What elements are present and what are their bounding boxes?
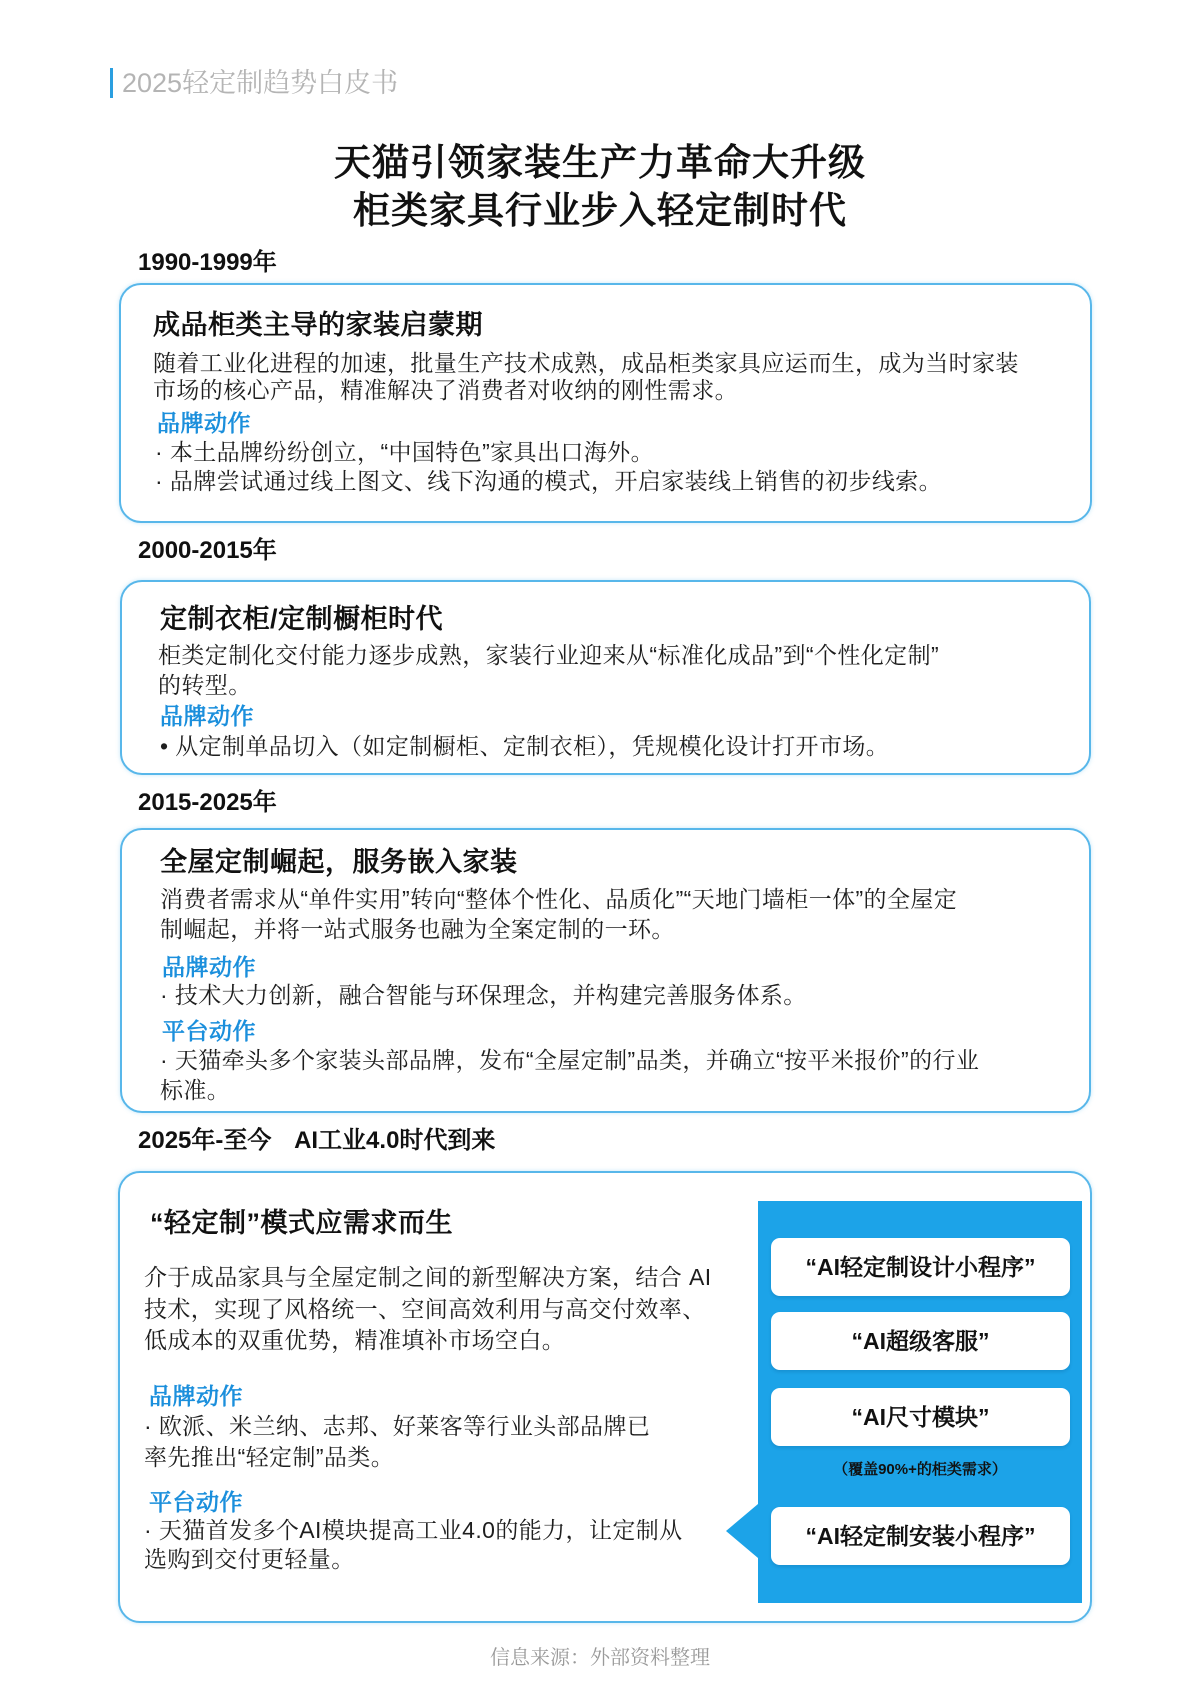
ai-module-card-design: “AI轻定制设计小程序” bbox=[771, 1238, 1070, 1296]
platform-action-line: · 天猫牵头多个家装头部品牌，发布“全屋定制”品类，并确立“按平米报价”的行业 bbox=[160, 1047, 980, 1073]
era-card-2025 bbox=[118, 1171, 1092, 1623]
era-card-1990 bbox=[119, 283, 1092, 523]
era-heading: 成品柜类主导的家装启蒙期 bbox=[153, 310, 483, 340]
platform-action-line: 选购到交付更轻量。 bbox=[144, 1546, 355, 1572]
description-line: 消费者需求从“单件实用”转向“整体个性化、品质化”“天地门墙柜一体”的全屋定 bbox=[160, 886, 958, 912]
period-label-2025 bbox=[138, 1126, 495, 1156]
source-footnote: 信息来源：外部资料整理 bbox=[490, 1647, 710, 1669]
era-description bbox=[144, 1262, 712, 1357]
description-line: 市场的核心产品，精准解决了消费者对收纳的刚性需求。 bbox=[153, 377, 738, 403]
platform-actions-label: 平台动作 bbox=[149, 1489, 243, 1515]
period-theme: AI工业4.0时代到来 bbox=[294, 1127, 496, 1154]
page-title bbox=[0, 139, 1200, 235]
platform-actions-list bbox=[144, 1516, 683, 1574]
ai-module-size-note: （覆盖90%+的柜类需求） bbox=[833, 1461, 1007, 1478]
era-heading: 定制衣柜/定制橱柜时代 bbox=[160, 604, 444, 634]
era-description bbox=[158, 640, 939, 700]
brand-action-line: · 欧派、米兰纳、志邦、好莱客等行业头部品牌已 bbox=[144, 1413, 651, 1439]
ai-module-card-install: “AI轻定制安装小程序” bbox=[771, 1507, 1070, 1565]
brand-action-item: • 从定制单品切入（如定制橱柜、定制衣柜），凭规模化设计打开市场。 bbox=[160, 733, 890, 759]
brand-actions-list bbox=[155, 438, 942, 496]
platform-action-line: · 天猫首发多个AI模块提高工业4.0的能力，让定制从 bbox=[144, 1517, 683, 1543]
brand-actions-label: 品牌动作 bbox=[157, 410, 251, 436]
ai-modules-panel bbox=[758, 1201, 1082, 1603]
era-description bbox=[160, 884, 957, 944]
brand-action-item: · 本土品牌纷纷创立，“中国特色”家具出口海外。 bbox=[155, 439, 654, 465]
brand-actions-list bbox=[144, 1411, 650, 1473]
brand-actions-label: 品牌动作 bbox=[160, 703, 254, 729]
brand-actions-list bbox=[160, 732, 889, 761]
page-title-line-2: 柜类家具行业步入轻定制时代 bbox=[353, 190, 847, 231]
era-heading: “轻定制”模式应需求而生 bbox=[150, 1208, 453, 1238]
era-card-2000 bbox=[120, 580, 1091, 775]
brand-actions-list bbox=[160, 981, 807, 1010]
brand-actions-label: 品牌动作 bbox=[149, 1383, 243, 1409]
period-label-1990 bbox=[138, 248, 277, 278]
description-line: 低成本的双重优势，精准填补市场空白。 bbox=[144, 1327, 566, 1353]
period-text: 1990-1999年 bbox=[138, 249, 277, 276]
period-text: 2025年-至今 bbox=[138, 1127, 272, 1154]
ai-module-card-size: “AI尺寸模块” bbox=[771, 1388, 1070, 1446]
description-line: 制崛起，并将一站式服务也融为全案定制的一环。 bbox=[160, 916, 675, 942]
platform-actions-label: 平台动作 bbox=[162, 1018, 256, 1044]
description-line: 的转型。 bbox=[158, 672, 252, 698]
description-line: 介于成品家具与全屋定制之间的新型解决方案，结合 AI bbox=[144, 1264, 712, 1290]
platform-actions-list bbox=[160, 1045, 979, 1105]
era-heading: 全屋定制崛起，服务嵌入家装 bbox=[160, 847, 518, 877]
brand-action-item: · 品牌尝试通过线上图文、线下沟通的模式，开启家装线上销售的初步线索。 bbox=[155, 468, 943, 494]
report-header-title: 2025轻定制趋势白皮书 bbox=[122, 68, 399, 98]
era-description bbox=[153, 350, 1019, 404]
brand-action-line: 率先推出“轻定制”品类。 bbox=[144, 1444, 395, 1470]
platform-action-line: 标准。 bbox=[160, 1077, 231, 1103]
description-line: 随着工业化进程的加速，批量生产技术成熟，成品柜类家具应运而生，成为当时家装 bbox=[153, 350, 1019, 376]
era-card-2015 bbox=[120, 828, 1091, 1113]
period-text: 2015-2025年 bbox=[138, 789, 277, 816]
period-label-2000 bbox=[138, 536, 277, 566]
report-header bbox=[110, 68, 398, 98]
page-title-line-1: 天猫引领家装生产力革命大升级 bbox=[334, 142, 866, 183]
brand-actions-label: 品牌动作 bbox=[162, 954, 256, 980]
description-line: 柜类定制化交付能力逐步成熟，家装行业迎来从“标准化成品”到“个性化定制” bbox=[158, 642, 940, 668]
panel-pointer-arrow bbox=[726, 1504, 758, 1558]
brand-action-item: · 技术大力创新，融合智能与环保理念，并构建完善服务体系。 bbox=[160, 982, 807, 1008]
ai-module-card-service: “AI超级客服” bbox=[771, 1312, 1070, 1370]
period-text: 2000-2015年 bbox=[138, 537, 277, 564]
period-label-2015 bbox=[138, 788, 277, 818]
description-line: 技术，实现了风格统一、空间高效利用与高交付效率、 bbox=[144, 1295, 706, 1322]
